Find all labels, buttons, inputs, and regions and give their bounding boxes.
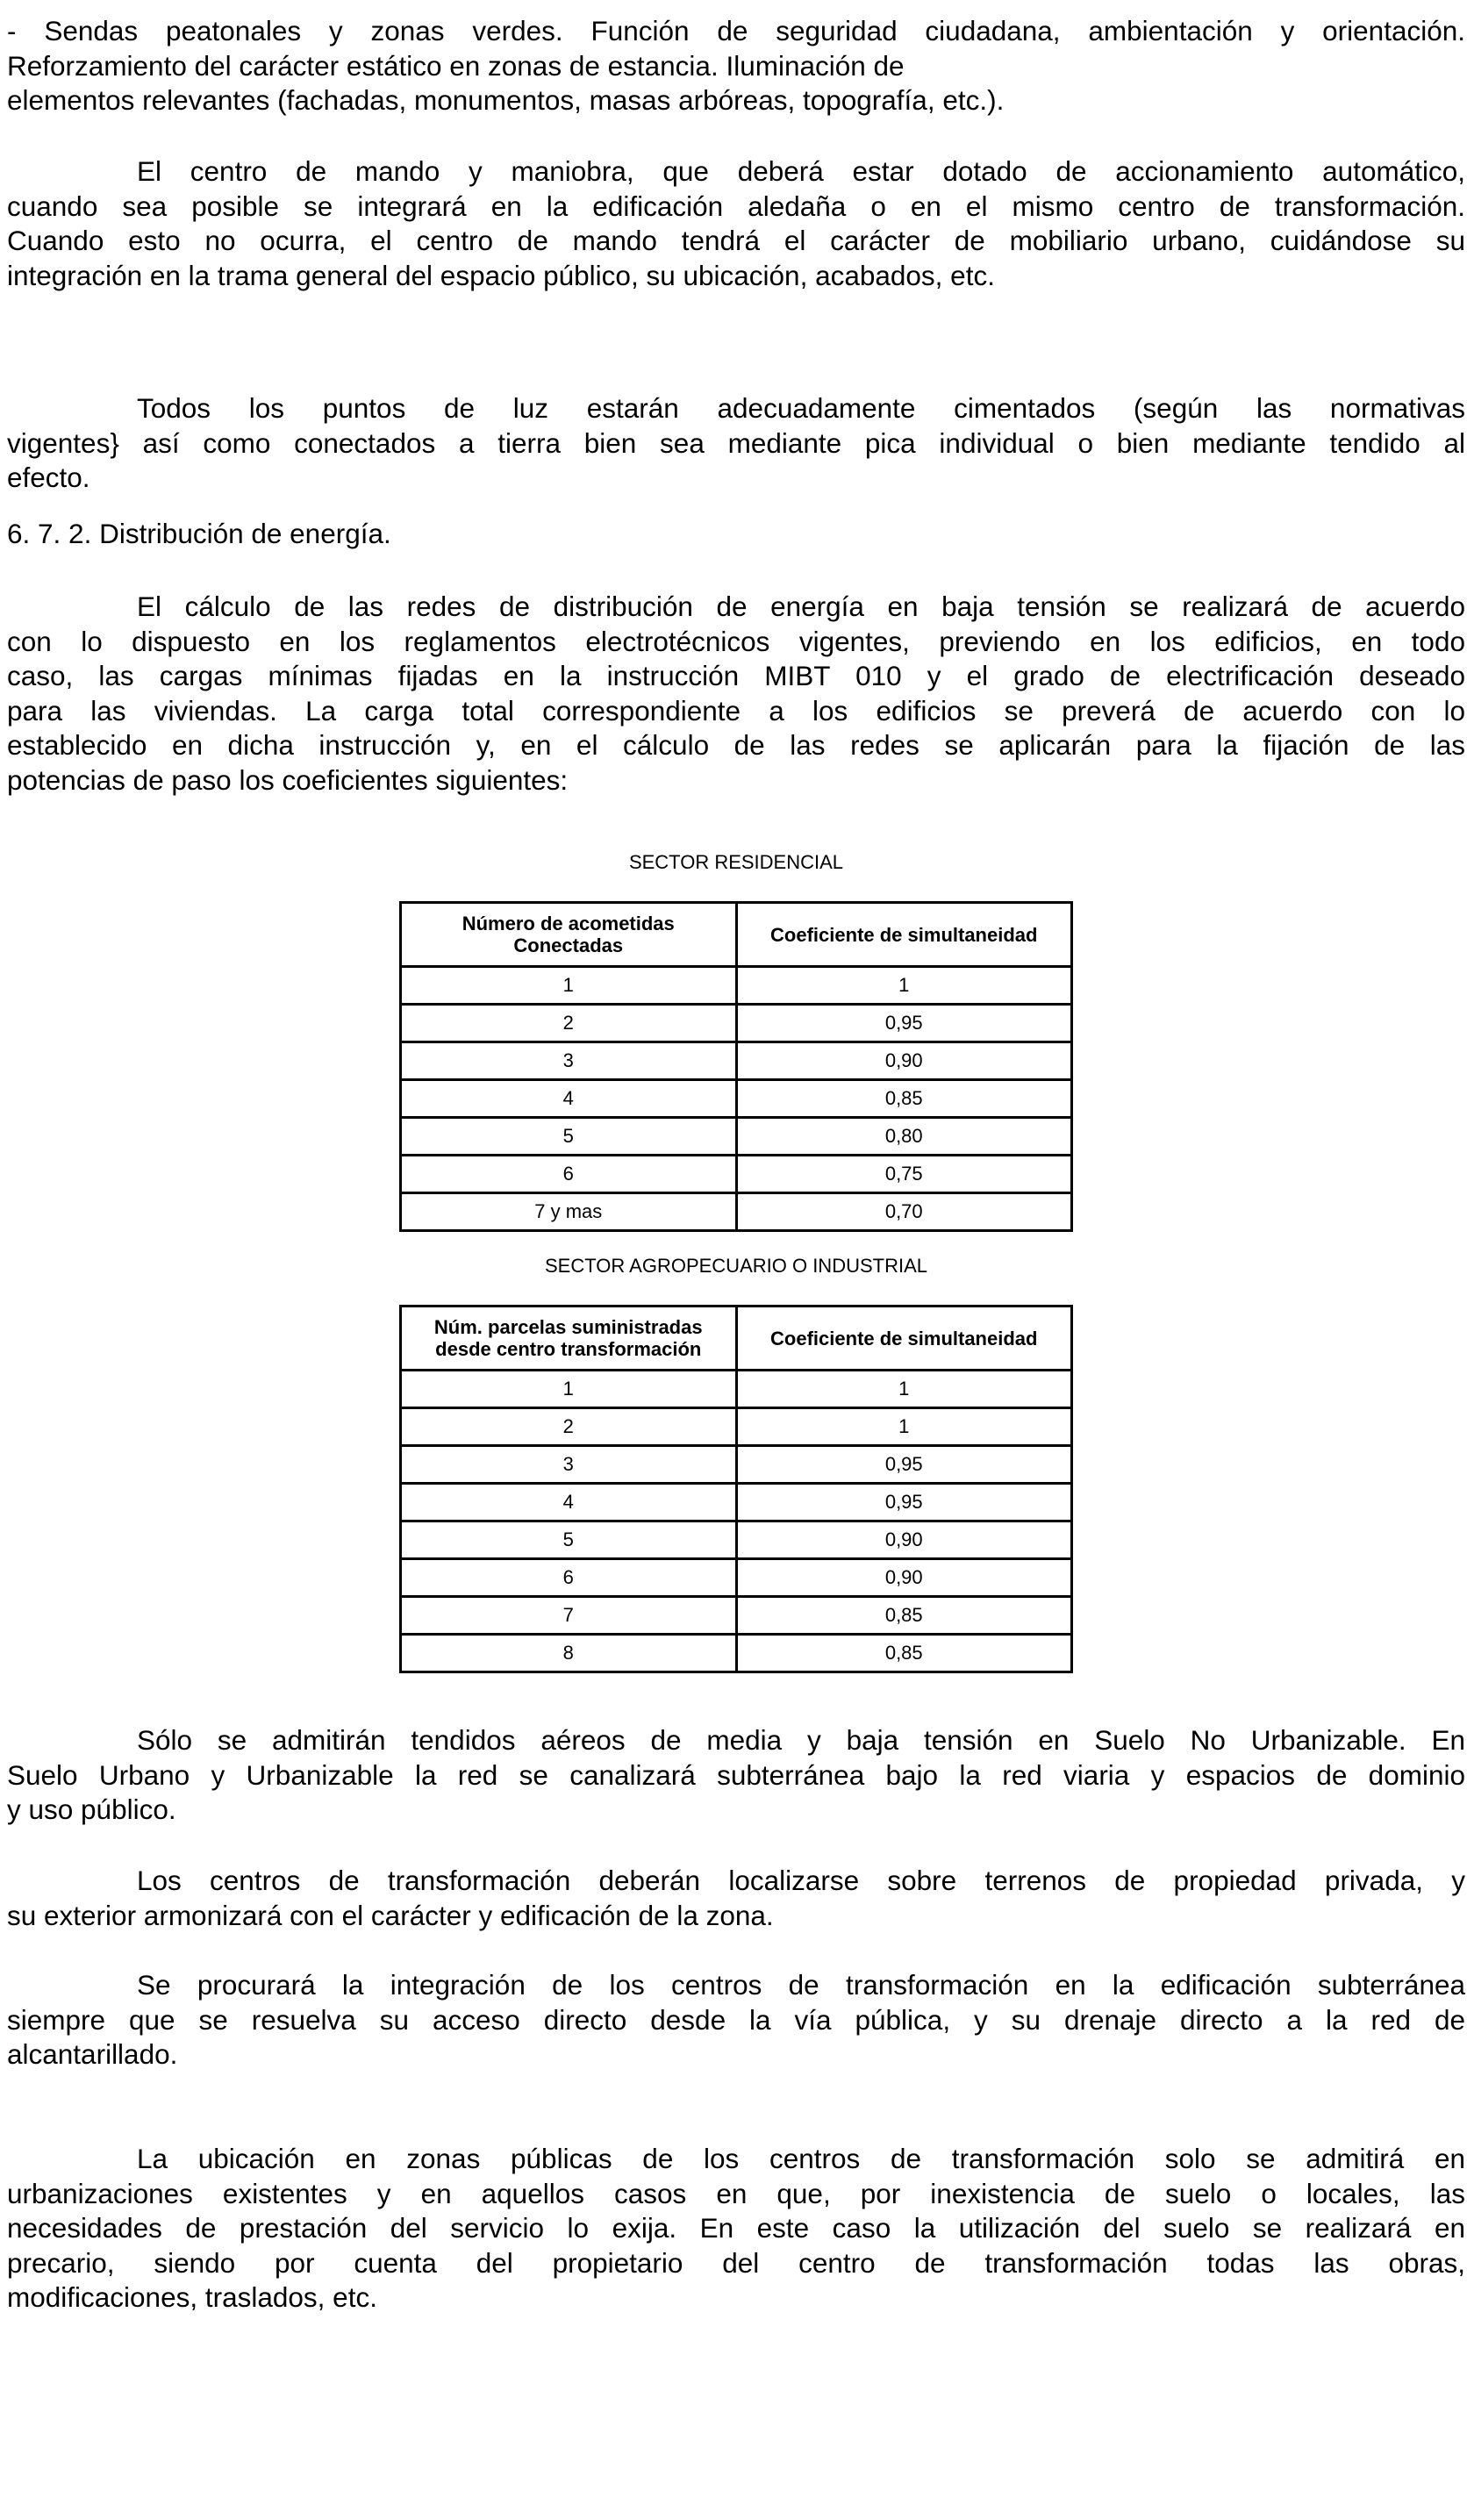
- table-cell: 4: [401, 1484, 737, 1521]
- paragraph-transformer-location: [7, 1864, 1465, 1933]
- table-cell: 8: [401, 1635, 737, 1672]
- table-cell: 0,90: [736, 1042, 1072, 1080]
- table-row: [401, 1521, 1072, 1559]
- paragraph-line: vigentes} así como conectados a tierra bien sea mediante pica individual o bien mediante tendido al: [7, 426, 1465, 459]
- paragraph-line: Los centros de transformación deberán localizarse sobre terrenos de propiedad privada, y: [137, 1865, 1465, 1896]
- table-cell: 0,95: [736, 1484, 1072, 1521]
- table-industrial: [399, 1305, 1073, 1673]
- table-row: [401, 1118, 1072, 1156]
- table-row: [401, 1446, 1072, 1484]
- table-cell: 0,95: [736, 1005, 1072, 1042]
- table-row: [401, 1559, 1072, 1597]
- table-cell: 0,85: [736, 1597, 1072, 1635]
- paragraph-line: Reforzamiento del carácter estático en zonas de estancia. Iluminación de: [7, 49, 905, 82]
- table-cell: 3: [401, 1446, 737, 1484]
- paragraph-line: - Sendas peatonales y zonas verdes. Función de seguridad ciudadana, ambientación y orientación.: [7, 15, 1465, 47]
- table-cell: 0,85: [736, 1080, 1072, 1118]
- paragraph-light-points: [7, 391, 1465, 496]
- paragraph-line: La ubicación en zonas públicas de los centros de transformación solo se admitirá en: [137, 2143, 1465, 2174]
- paragraph-line: efecto.: [7, 462, 90, 493]
- paragraph-line: caso, las cargas mínimas fijadas en la instrucción MIBT 010 y el grado de electrificación deseado: [7, 660, 1465, 691]
- table-cell: 5: [401, 1118, 737, 1156]
- table-cell: 1: [736, 967, 1072, 1005]
- table-header-row: [401, 903, 1072, 967]
- paragraph-line: integración en la trama general del espacio público, su ubicación, acabados, etc.: [7, 259, 995, 291]
- table-cell: 0,90: [736, 1559, 1072, 1597]
- table-cell: 6: [401, 1156, 737, 1193]
- table-title-residential: SECTOR RESIDENCIAL: [628, 851, 844, 873]
- paragraph-line: Suelo Urbano y Urbanizable la red se canalizará subterránea bajo la red viaria y espacios de dominio: [7, 1758, 1465, 1791]
- column-header: Núm. parcelas suministradas desde centro transformación: [401, 1307, 737, 1371]
- paragraph-line: establecido en dicha instrucción y, en el cálculo de las redes se aplicarán para la fijación de las: [7, 729, 1465, 761]
- table-row: [401, 1597, 1072, 1635]
- paragraph-line: su exterior armonizará con el carácter y edificación de la zona.: [7, 1899, 774, 1931]
- paragraph-line: El cálculo de las redes de distribución de energía en baja tensión se realizará de acuerdo: [137, 591, 1465, 622]
- column-header: Número de acometidas Conectadas: [401, 903, 737, 967]
- table-cell: 5: [401, 1521, 737, 1559]
- table-cell: 0,90: [736, 1521, 1072, 1559]
- paragraph-line: y uso público.: [7, 1793, 176, 1825]
- paragraph-distribution-calc: [7, 590, 1465, 798]
- heading-text: 6. 7. 2. Distribución de energía.: [7, 518, 391, 549]
- table-row: [401, 1080, 1072, 1118]
- table-row: [401, 1371, 1072, 1408]
- paragraph-line: siempre que se resuelva su acceso directo desde la vía pública, y su drenaje directo a la red de: [7, 2003, 1465, 2036]
- paragraph-line: Sólo se admitirán tendidos aéreos de media y baja tensión en Suelo No Urbanizable. En: [137, 1724, 1465, 1756]
- paragraph-control-center: [7, 154, 1465, 293]
- paragraph-public-zones: [7, 2142, 1465, 2316]
- paragraph-overhead-lines: [7, 1723, 1465, 1828]
- paragraph-line: cuando sea posible se integrará en la edificación aledaña o en el mismo centro de transformación.: [7, 190, 1465, 222]
- table-row: [401, 1156, 1072, 1193]
- paragraph-line: modificaciones, traslados, etc.: [7, 2281, 377, 2313]
- table-title-industrial: SECTOR AGROPECUARIO O INDUSTRIAL: [544, 1255, 927, 1277]
- table-row: [401, 1484, 1072, 1521]
- table-cell: 1: [736, 1408, 1072, 1446]
- table-cell: 2: [401, 1408, 737, 1446]
- table-cell: 0,70: [736, 1193, 1072, 1231]
- table-cell: 1: [736, 1371, 1072, 1408]
- paragraph-line: El centro de mando y maniobra, que deberá estar dotado de accionamiento automático,: [137, 155, 1465, 187]
- paragraph-line: para las viviendas. La carga total correspondiente a los edificios se preverá de acuerdo con lo: [7, 694, 1465, 727]
- table-cell: 6: [401, 1559, 737, 1597]
- table-cell: 3: [401, 1042, 737, 1080]
- column-header: Coeficiente de simultaneidad: [736, 1307, 1072, 1371]
- table-row: [401, 1042, 1072, 1080]
- table-cell: 0,95: [736, 1446, 1072, 1484]
- paragraph-transformer-integration: [7, 1968, 1465, 2073]
- paragraph-line: necesidades de prestación del servicio lo exija. En este caso la utilización del suelo se realizará en: [7, 2212, 1465, 2244]
- table-cell: 2: [401, 1005, 737, 1042]
- table-cell: 4: [401, 1080, 737, 1118]
- paragraph-street-lighting: [7, 14, 1465, 118]
- section-heading: [7, 517, 1465, 552]
- table-cell: 7: [401, 1597, 737, 1635]
- paragraph-line: Se procurará la integración de los centros de transformación en la edificación subterránea: [137, 1969, 1465, 2001]
- table-row: [401, 1408, 1072, 1446]
- paragraph-line: precario, siendo por cuenta del propietario del centro de transformación todas las obras,: [7, 2246, 1465, 2279]
- table-header-row: [401, 1307, 1072, 1371]
- column-header: Coeficiente de simultaneidad: [736, 903, 1072, 967]
- paragraph-line: potencias de paso los coeficientes siguientes:: [7, 763, 569, 796]
- table-cell: 7 y mas: [401, 1193, 737, 1231]
- paragraph-line: Todos los puntos de luz estarán adecuadamente cimentados (según las normativas: [137, 392, 1465, 424]
- table-row: [401, 1005, 1072, 1042]
- table-row: [401, 1635, 1072, 1672]
- table-cell: 0,85: [736, 1635, 1072, 1672]
- table-row: [401, 1193, 1072, 1231]
- paragraph-line: Cuando esto no ocurra, el centro de mando tendrá el carácter de mobiliario urbano, cuidándose su: [7, 225, 1465, 256]
- table-cell: 0,75: [736, 1156, 1072, 1193]
- paragraph-line: con lo dispuesto en los reglamentos electrotécnicos vigentes, previendo en los edificios, en todo: [7, 625, 1465, 657]
- table-row: [401, 967, 1072, 1005]
- table-cell: 1: [401, 1371, 737, 1408]
- table-cell: 1: [401, 967, 737, 1005]
- table-cell: 0,80: [736, 1118, 1072, 1156]
- paragraph-line: urbanizaciones existentes y en aquellos casos en que, por inexistencia de suelo o locales, las: [7, 2177, 1465, 2209]
- paragraph-line: elementos relevantes (fachadas, monumentos, masas arbóreas, topografía, etc.).: [7, 84, 1005, 116]
- table-residential: [399, 901, 1073, 1232]
- paragraph-line: alcantarillado.: [7, 2038, 178, 2070]
